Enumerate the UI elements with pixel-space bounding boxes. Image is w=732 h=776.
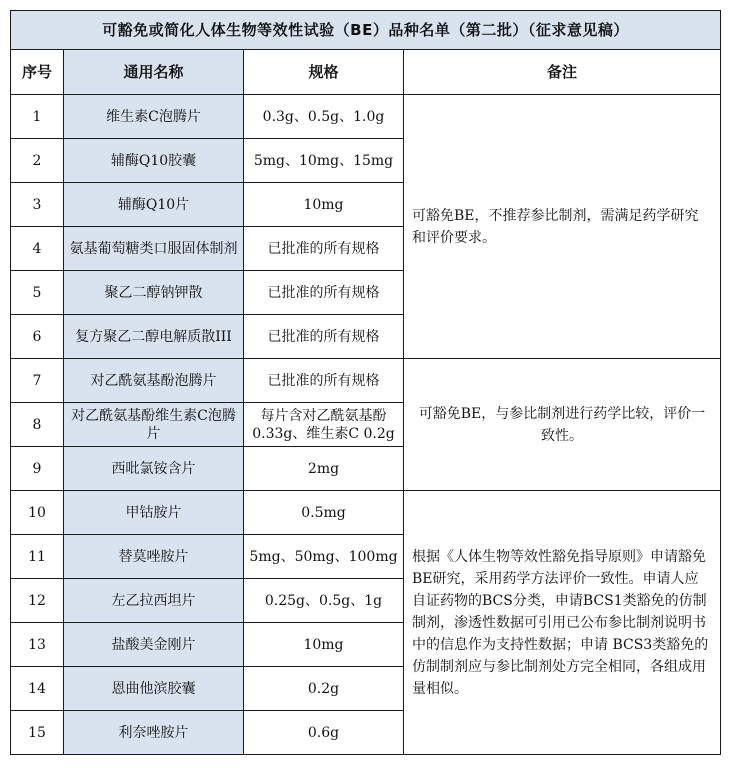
row-index: 8 — [11, 403, 64, 447]
row-name: 利奈唑胺片 — [64, 711, 244, 755]
row-index: 15 — [11, 711, 64, 755]
row-index: 14 — [11, 667, 64, 711]
note-group-1: 可豁免BE，不推荐参比制剂，需满足药学研究和评价要求。 — [404, 95, 721, 359]
header-spec: 规格 — [244, 50, 404, 95]
row-name: 替莫唑胺片 — [64, 535, 244, 579]
row-spec: 已批准的所有规格 — [244, 315, 404, 359]
row-spec: 已批准的所有规格 — [244, 359, 404, 403]
note-group-3: 根据《人体生物等效性豁免指导原则》申请豁免BE研究，采用药学方法评价一致性。申请人应自证药物的BCS分类，申请BCS1类豁免的仿制制剂，渗透性数据可引用已公布参比制剂说明书中的信息作为支持性数据；申请 BCS3类豁免的仿制制剂应与参比制剂处方完全相同，各组成用量相似。 — [404, 491, 721, 755]
row-spec: 0.25g、0.5g、1g — [244, 579, 404, 623]
row-index: 4 — [11, 227, 64, 271]
row-index: 2 — [11, 139, 64, 183]
row-index: 1 — [11, 95, 64, 139]
row-index: 3 — [11, 183, 64, 227]
row-name: 维生素C泡腾片 — [64, 95, 244, 139]
table-row — [11, 491, 721, 535]
row-index: 9 — [11, 447, 64, 491]
row-name: 恩曲他滨胶囊 — [64, 667, 244, 711]
row-index: 11 — [11, 535, 64, 579]
row-name: 聚乙二醇钠钾散 — [64, 271, 244, 315]
row-spec: 0.6g — [244, 711, 404, 755]
row-index: 7 — [11, 359, 64, 403]
row-spec: 0.3g、0.5g、1.0g — [244, 95, 404, 139]
header-note: 备注 — [404, 50, 721, 95]
header-name: 通用名称 — [64, 50, 244, 95]
row-name: 氨基葡萄糖类口服固体制剂 — [64, 227, 244, 271]
row-index: 5 — [11, 271, 64, 315]
row-index: 6 — [11, 315, 64, 359]
row-spec: 10mg — [244, 183, 404, 227]
row-spec: 5mg、10mg、15mg — [244, 139, 404, 183]
note-group-2: 可豁免BE，与参比制剂进行药学比较，评价一致性。 — [404, 359, 721, 491]
row-spec: 10mg — [244, 623, 404, 667]
row-name: 盐酸美金刚片 — [64, 623, 244, 667]
row-index: 10 — [11, 491, 64, 535]
table-row — [11, 359, 721, 403]
row-name: 对乙酰氨基酚维生素C泡腾片 — [64, 403, 244, 447]
row-spec: 0.5mg — [244, 491, 404, 535]
row-name: 西吡氯铵含片 — [64, 447, 244, 491]
row-name: 左乙拉西坦片 — [64, 579, 244, 623]
table-title: 可豁免或简化人体生物等效性试验（BE）品种名单（第二批）（征求意见稿） — [11, 11, 721, 50]
row-index: 12 — [11, 579, 64, 623]
row-name: 复方聚乙二醇电解质散III — [64, 315, 244, 359]
document — [10, 10, 720, 755]
table-row — [11, 95, 721, 139]
row-spec: 已批准的所有规格 — [244, 271, 404, 315]
row-name: 对乙酰氨基酚泡腾片 — [64, 359, 244, 403]
row-spec: 2mg — [244, 447, 404, 491]
row-spec: 5mg、50mg、100mg — [244, 535, 404, 579]
row-index: 13 — [11, 623, 64, 667]
row-name: 辅酶Q10胶囊 — [64, 139, 244, 183]
header-index: 序号 — [11, 50, 64, 95]
row-name: 辅酶Q10片 — [64, 183, 244, 227]
row-spec: 已批准的所有规格 — [244, 227, 404, 271]
row-spec: 0.2g — [244, 667, 404, 711]
row-name: 甲钴胺片 — [64, 491, 244, 535]
row-spec: 每片含对乙酰氨基酚0.33g、维生素C 0.2g — [244, 403, 404, 447]
be-variety-table — [10, 10, 721, 755]
